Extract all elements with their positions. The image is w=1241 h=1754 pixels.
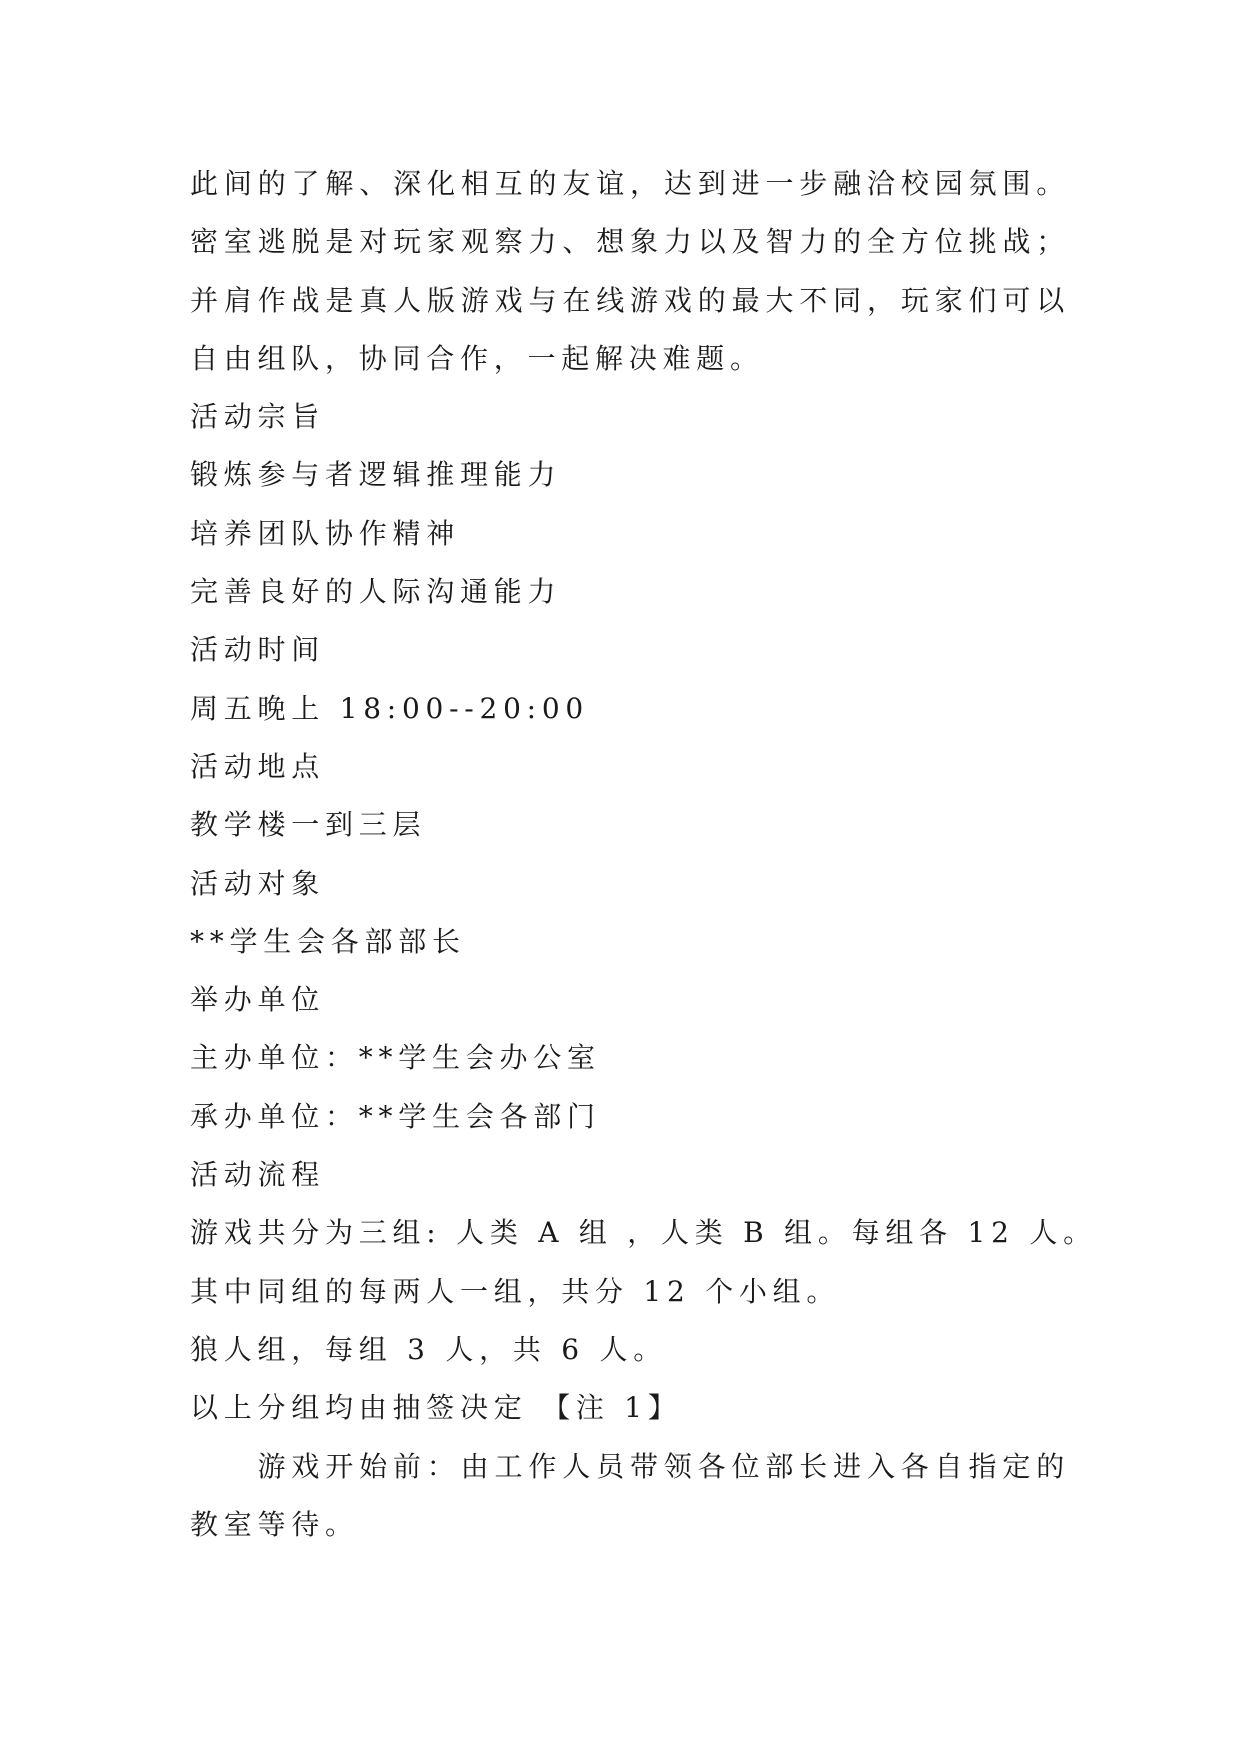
host-organizer: 主办单位：**学生会办公室 bbox=[190, 1041, 601, 1075]
section-heading-purpose: 活动宗旨 bbox=[190, 400, 326, 434]
section-heading-audience: 活动对象 bbox=[190, 866, 326, 900]
section-heading-organizers: 举办单位 bbox=[190, 983, 326, 1017]
process-line: 其中同组的每两人一组，共分 12 个小组。 bbox=[190, 1274, 841, 1308]
process-line: 狼人组，每组 3 人，共 6 人。 bbox=[190, 1332, 667, 1366]
time-value: 周五晚上 18:00--20:00 bbox=[190, 691, 589, 725]
co-host-organizer: 承办单位：**学生会各部门 bbox=[190, 1099, 601, 1133]
process-line: 以上分组均由抽签决定 【注 1】 bbox=[190, 1391, 682, 1425]
document-body bbox=[190, 155, 1097, 1554]
continued-paragraph: 此间的了解、深化相互的友谊，达到进一步融洽校园氛围。密室逃脱是对玩家观察力、想象力以及智力的全方位挑战；并肩作战是真人版游戏与在线游戏的最大不同，玩家们可以自由组队，协同合作，一起解决难题。 bbox=[190, 167, 1070, 375]
purpose-item: 锻炼参与者逻辑推理能力 bbox=[190, 458, 562, 492]
section-heading-process: 活动流程 bbox=[190, 1158, 326, 1192]
process-line: 游戏共分为三组: 人类 A 组 ，人类 B 组。每组各 12 人。 bbox=[190, 1216, 1097, 1250]
purpose-item: 完善良好的人际沟通能力 bbox=[190, 575, 562, 609]
section-heading-time: 活动时间 bbox=[190, 633, 326, 667]
section-heading-location: 活动地点 bbox=[190, 749, 326, 783]
purpose-item: 培养团队协作精神 bbox=[190, 516, 461, 550]
audience-value: **学生会各部部长 bbox=[190, 924, 466, 958]
before-start-paragraph: 游戏开始前：由工作人员带领各位部长进入各自指定的教室等待。 bbox=[190, 1449, 1070, 1541]
location-value: 教学楼一到三层 bbox=[190, 808, 427, 842]
